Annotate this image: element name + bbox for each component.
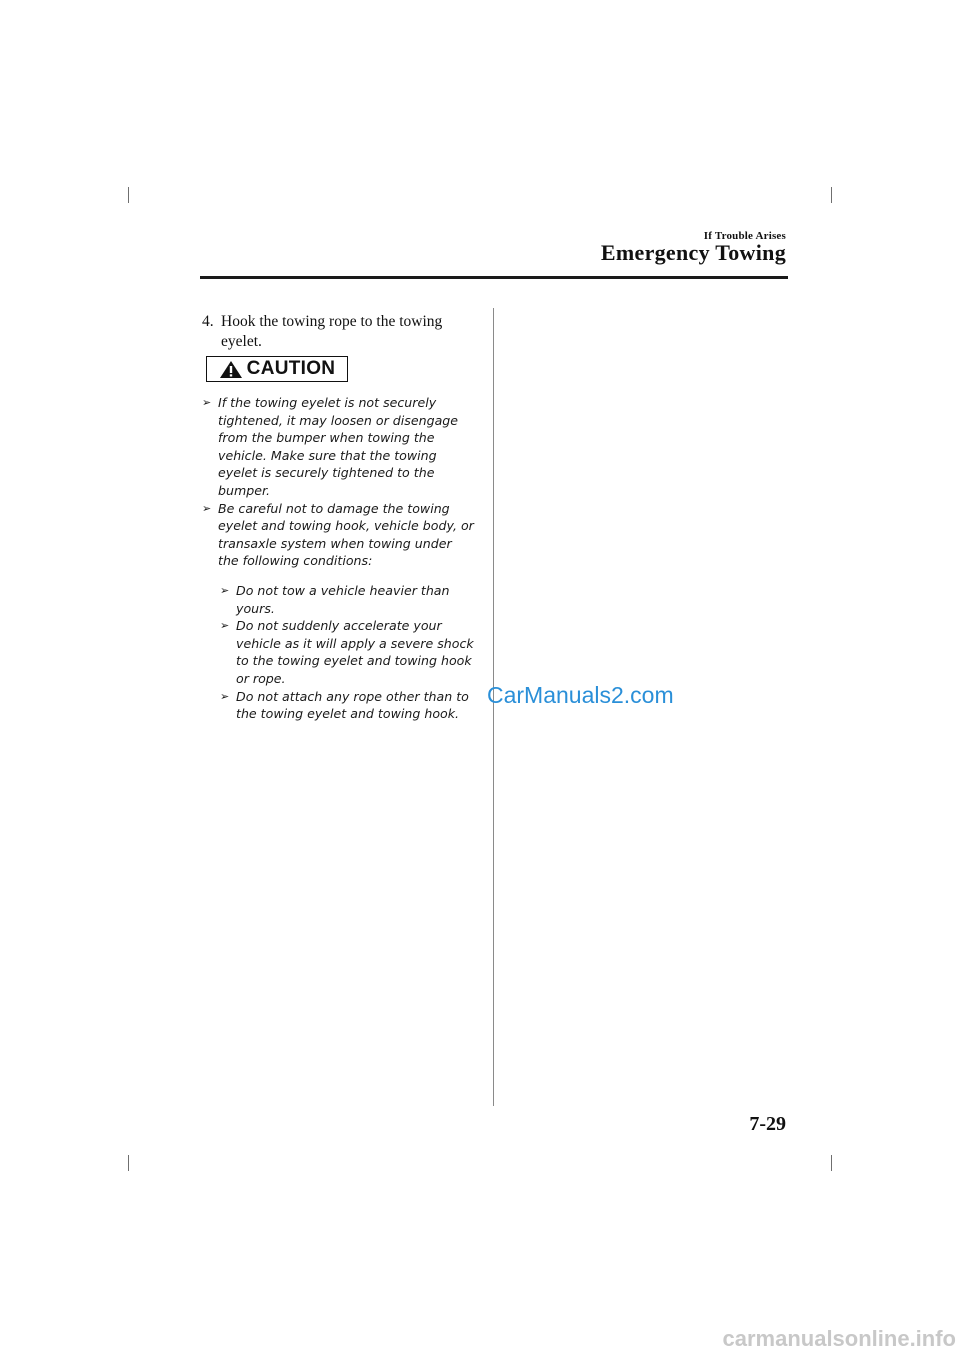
- watermark-link[interactable]: CarManuals2.com: [487, 682, 674, 708]
- list-item: [200, 500, 475, 723]
- crop-mark-bottom-right: [831, 1155, 832, 1171]
- crop-mark-top-left: [128, 187, 129, 203]
- list-item: [218, 688, 475, 723]
- caution-sublist: [218, 582, 475, 723]
- step-number: 4.: [202, 313, 214, 330]
- list-item: [218, 617, 475, 687]
- crop-mark-bottom-left: [128, 1155, 129, 1171]
- bullet-arrow-icon: ➢: [220, 689, 230, 703]
- caution-label: CAUTION: [246, 358, 336, 379]
- caution-text: If the towing eyelet is not securely tightened, it may loosen or disengage from the bumper when towing the vehicle. Make sure that the towing eyelet is securely tightened to the bumper.: [218, 395, 459, 498]
- caution-subtext: Do not tow a vehicle heavier than yours.: [236, 582, 450, 616]
- caution-box: [206, 356, 348, 382]
- bullet-arrow-icon: ➢: [202, 501, 212, 515]
- page-title: Emergency Towing: [600, 240, 786, 265]
- step-text: Hook the towing rope to the towing eyelet.: [221, 313, 443, 350]
- bullet-arrow-icon: ➢: [202, 396, 212, 409]
- caution-subtext: Do not attach any rope other than to the towing eyelet and towing hook.: [236, 688, 469, 722]
- warning-triangle-icon: [219, 360, 243, 379]
- header-rule: [200, 276, 788, 279]
- caution-list: [200, 394, 475, 723]
- bullet-arrow-icon: ➢: [220, 583, 230, 597]
- page-number: 7-29: [749, 1113, 786, 1135]
- bullet-arrow-icon: ➢: [220, 619, 230, 633]
- footer-watermark: carmanualsonline.info: [722, 1326, 956, 1351]
- crop-mark-top-right: [831, 187, 832, 203]
- list-item: [218, 582, 475, 617]
- step-item: [202, 312, 472, 352]
- caution-text: Be careful not to damage the towing eyelet and towing hook, vehicle body, or transaxle system when towing under the following conditions:: [218, 500, 474, 569]
- chapter-label: If Trouble Arises: [703, 230, 786, 242]
- list-item: [200, 394, 475, 500]
- caution-subtext: Do not suddenly accelerate your vehicle as it will apply a severe shock to the towing eyelet and towing hook or rope.: [236, 618, 474, 686]
